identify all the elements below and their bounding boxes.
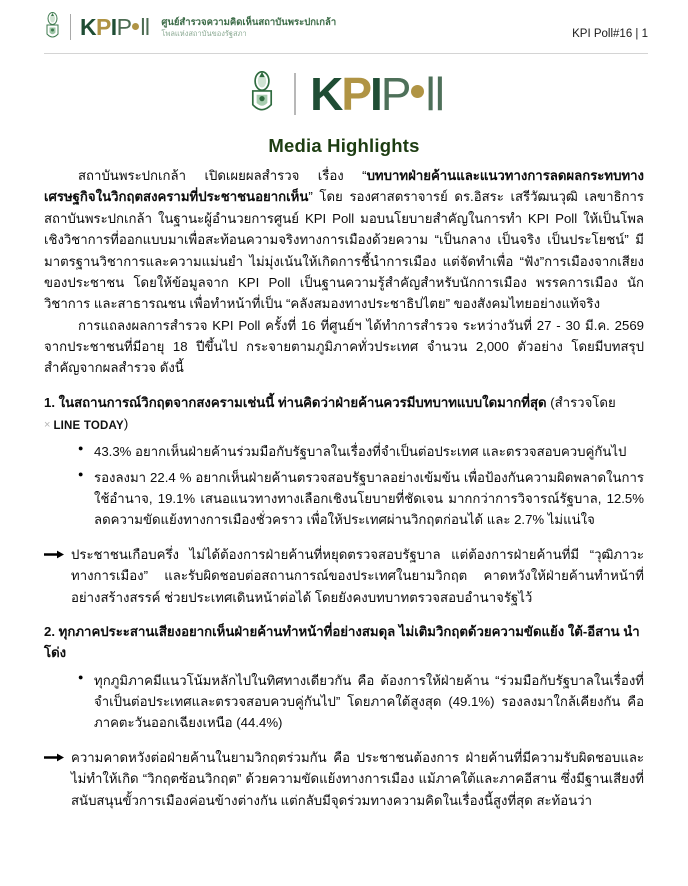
masthead-poll-ll: ll [425,68,444,120]
line-today-source[interactable] [44,417,124,436]
masthead-wordmark [310,68,444,120]
intro-paragraph-2: การแถลงผลการสำรวจ KPI Poll ครั้งที่ 16 ที่ศูนย์ฯ ได้ทำการสำรวจ ระหว่างวันที่ 27 - 30 มี.ค. 2569 จากประชาชนที่มีอายุ 18 ปีขึ้นไป กระจายตามภูมิภาคทั่วประเทศ จำนวน 2,000 ตัวอย่าง โดยมีบทสรุปสำคัญจากผลสำรวจ ดังนี้ [44,317,644,376]
brand-divider [70,14,71,40]
masthead-k: K [310,68,342,120]
masthead-logo [0,66,688,122]
section-1-number: 1. [44,394,55,410]
brand-tagline [161,15,336,38]
section-heading-2 [44,621,644,664]
intro-paragraph-1 [44,165,644,315]
list-item: ● 43.3% อยากเห็นฝ่ายค้านร่วมมือกับรัฐบาลในเรื่องที่จำเป็นต่อประเทศ และตรวจสอบควบคู่กันไป [78,441,644,462]
masthead-poll-p: P [380,68,411,120]
masthead-divider [294,73,296,115]
section-heading-1 [44,392,644,436]
brand-tagline-sub: โพลแห่งสถาบันของรัฐสภา [161,29,247,39]
wordmark-i: I [110,13,117,40]
section-2-number: 2. [44,623,55,639]
section-1-source-open: (สำรวจโดย [550,394,616,410]
header-brand-lockup [44,0,336,42]
wordmark-k: K [80,13,97,40]
list-item: ● รองลงมา 22.4 % อยากเห็นฝ่ายค้านตรวจสอบรัฐบาลอย่างเข้มข้น เพื่อป้องกันความผิดพลาดในการใช้อำนาจ, 19.1% เสนอแนวทางทางเลือกเชิงนโยบายที่ชัดเจน มากกว่าการวิจารณ์รัฐบาล, 12.5% ลดความขัดแย้งทางการเมืองชั่วคราว เพื่อให้ประเทศผ่านวิกฤตก่อนได้ และ 2.7% ไม่แน่ใจ [78,467,644,531]
section-2-summary-text: ความคาดหวังต่อฝ่ายค้านในยามวิกฤตร่วมกัน คือ ประชาชนต้องการ ฝ่ายค้านที่มีความรับผิดชอบและไม่ทำให้เกิด “วิกฤตซ้อนวิกฤต” ด้วยความขัดแย้งทางการเมือง แม้ภาคใต้และภาคอีสาน ซึ่งมีฐานเสียงที่สนับสนุนขั้วการเมืองค่อนข้างต่างกัน แต่กลับมีจุดร่วมทางความคิดในเรื่องนี้สูงที่สุด สะท้อนว่า [71,749,644,808]
spacer [44,738,644,747]
wordmark-dot-icon [132,23,139,30]
right-arrow-icon [44,753,64,762]
brand-wordmark [80,13,150,40]
masthead-dot-icon [411,85,424,98]
brand-tagline-main: ศูนย์สำรวจความคิดเห็นสถาบันพระปกเกล้า [161,17,337,29]
page-title: Media Highlights [268,135,420,156]
header-divider [44,53,648,54]
page-folio: KPI Poll#16 | 1 [572,28,648,40]
page-header [0,0,688,52]
wordmark-poll-ll: ll [140,13,150,40]
spacer [44,379,644,392]
thai-royal-crest-icon [244,71,280,117]
right-arrow-icon [44,550,64,559]
section-1-title: ในสถานการณ์วิกฤตจากสงครามเช่นนี้ ท่านคิดว่าฝ่ายค้านควรมีบทบาทแบบใดมากที่สุด [58,394,547,410]
wordmark-poll-p: P [116,13,132,40]
wordmark-p: P [96,13,111,40]
thai-royal-crest-icon [44,12,61,42]
line-today-label: LINE TODAY [53,419,124,432]
section-1-summary-text: ประชาชนเกือบครึ่ง ไม่ได้ต้องการฝ่ายค้านที่หยุดตรวจสอบรัฐบาล แต่ต้องการฝ่ายค้านที่มี “วุฒิภาวะทางการเมือง” และรับผิดชอบต่อสถานการณ์ของประเทศในยามวิกฤต คาดหวังให้ฝ่ายค้านทำหน้าที่อย่างสร้างสรรค์ ช่วยประเทศเดินหน้าต่อได้ โดยยังคงบทบาทตรวจสอบอำนาจรัฐไว้ [71,546,644,605]
section-2-summary [44,747,644,811]
cross-icon: × [44,419,51,432]
section-1-summary [44,544,644,608]
section-1-bullet-list [44,441,644,531]
intro-p1-part-b: ” โดย รองศาสตราจารย์ ดร.อิสระ เสรีวัฒนวุฒิ เลขาธิการสถาบันพระปกเกล้า ในฐานะผู้อำนวยการศูนย์ KPI Poll มอบนโยบายสำคัญในการทำ KPI Poll ให้เป็นโพลเชิงวิชาการที่ออกแบบมาเพื่อสะท้อนความจริงทางการเมืองด้วยความ “เป็นกลาง เป็นจริง เป็นประโยชน์” มีมาตรฐานวิชาการและความแม่นยำ ไม่มุ่งเน้นให้เกิดการชี้นำการเมือง แต่จัดทำเพื่อ “ฟัง”การเมืองจากเสียงของประชาชน โดยให้ข้อมูลจาก KPI Poll เป็นฐานความรู้สำคัญสำหรับนักการเมือง พรรคการเมือง นักวิชาการ และสาธารณชน เพื่อทำหน้าที่เป็น “คลังสมองทางประชาธิปไตย” ของสังคมไทยอย่างแท้จริง [44,189,644,312]
intro-p1-survey-topic: บทบาทฝ่ายค้านและแนวทางการลดผลกระทบทางเศรษฐกิจในวิกฤตสงครามที่ประชาชนอยากเห็น [44,168,644,205]
spacer [44,608,644,621]
masthead-p: P [341,68,370,120]
spacer [44,535,644,544]
document-body [0,165,688,811]
list-item: ● ทุกภูมิภาคมีแนวโน้มหลักไปในทิศทางเดียวกัน คือ ต้องการให้ฝ่ายค้าน “ร่วมมือกับรัฐบาลในเรื่องที่จำเป็นต่อประเทศและตรวจสอบควบคู่กันไป” โดยภาคใต้สูงสุด (49.1%) รองลงมาใกล้เคียงกัน คือ ภาคตะวันออกเฉียงเหนือ (44.4%) [78,670,644,734]
section-2-bullet-list [44,670,644,734]
section-2-title: ทุกภาคประะสานเสียงอยากเห็นฝ่ายค้านทำหน้าที่อย่างสมดุล ไม่เติมวิกฤตด้วยความขัดแย้ง ใต้-อีสาน นำโด่ง [44,623,640,661]
intro-p1-part-a: สถาบันพระปกเกล้า เปิดเผยผลสำรวจ เรื่อง “ [78,168,367,183]
masthead-i: I [370,68,381,120]
section-1-source-close: ) [123,416,129,432]
